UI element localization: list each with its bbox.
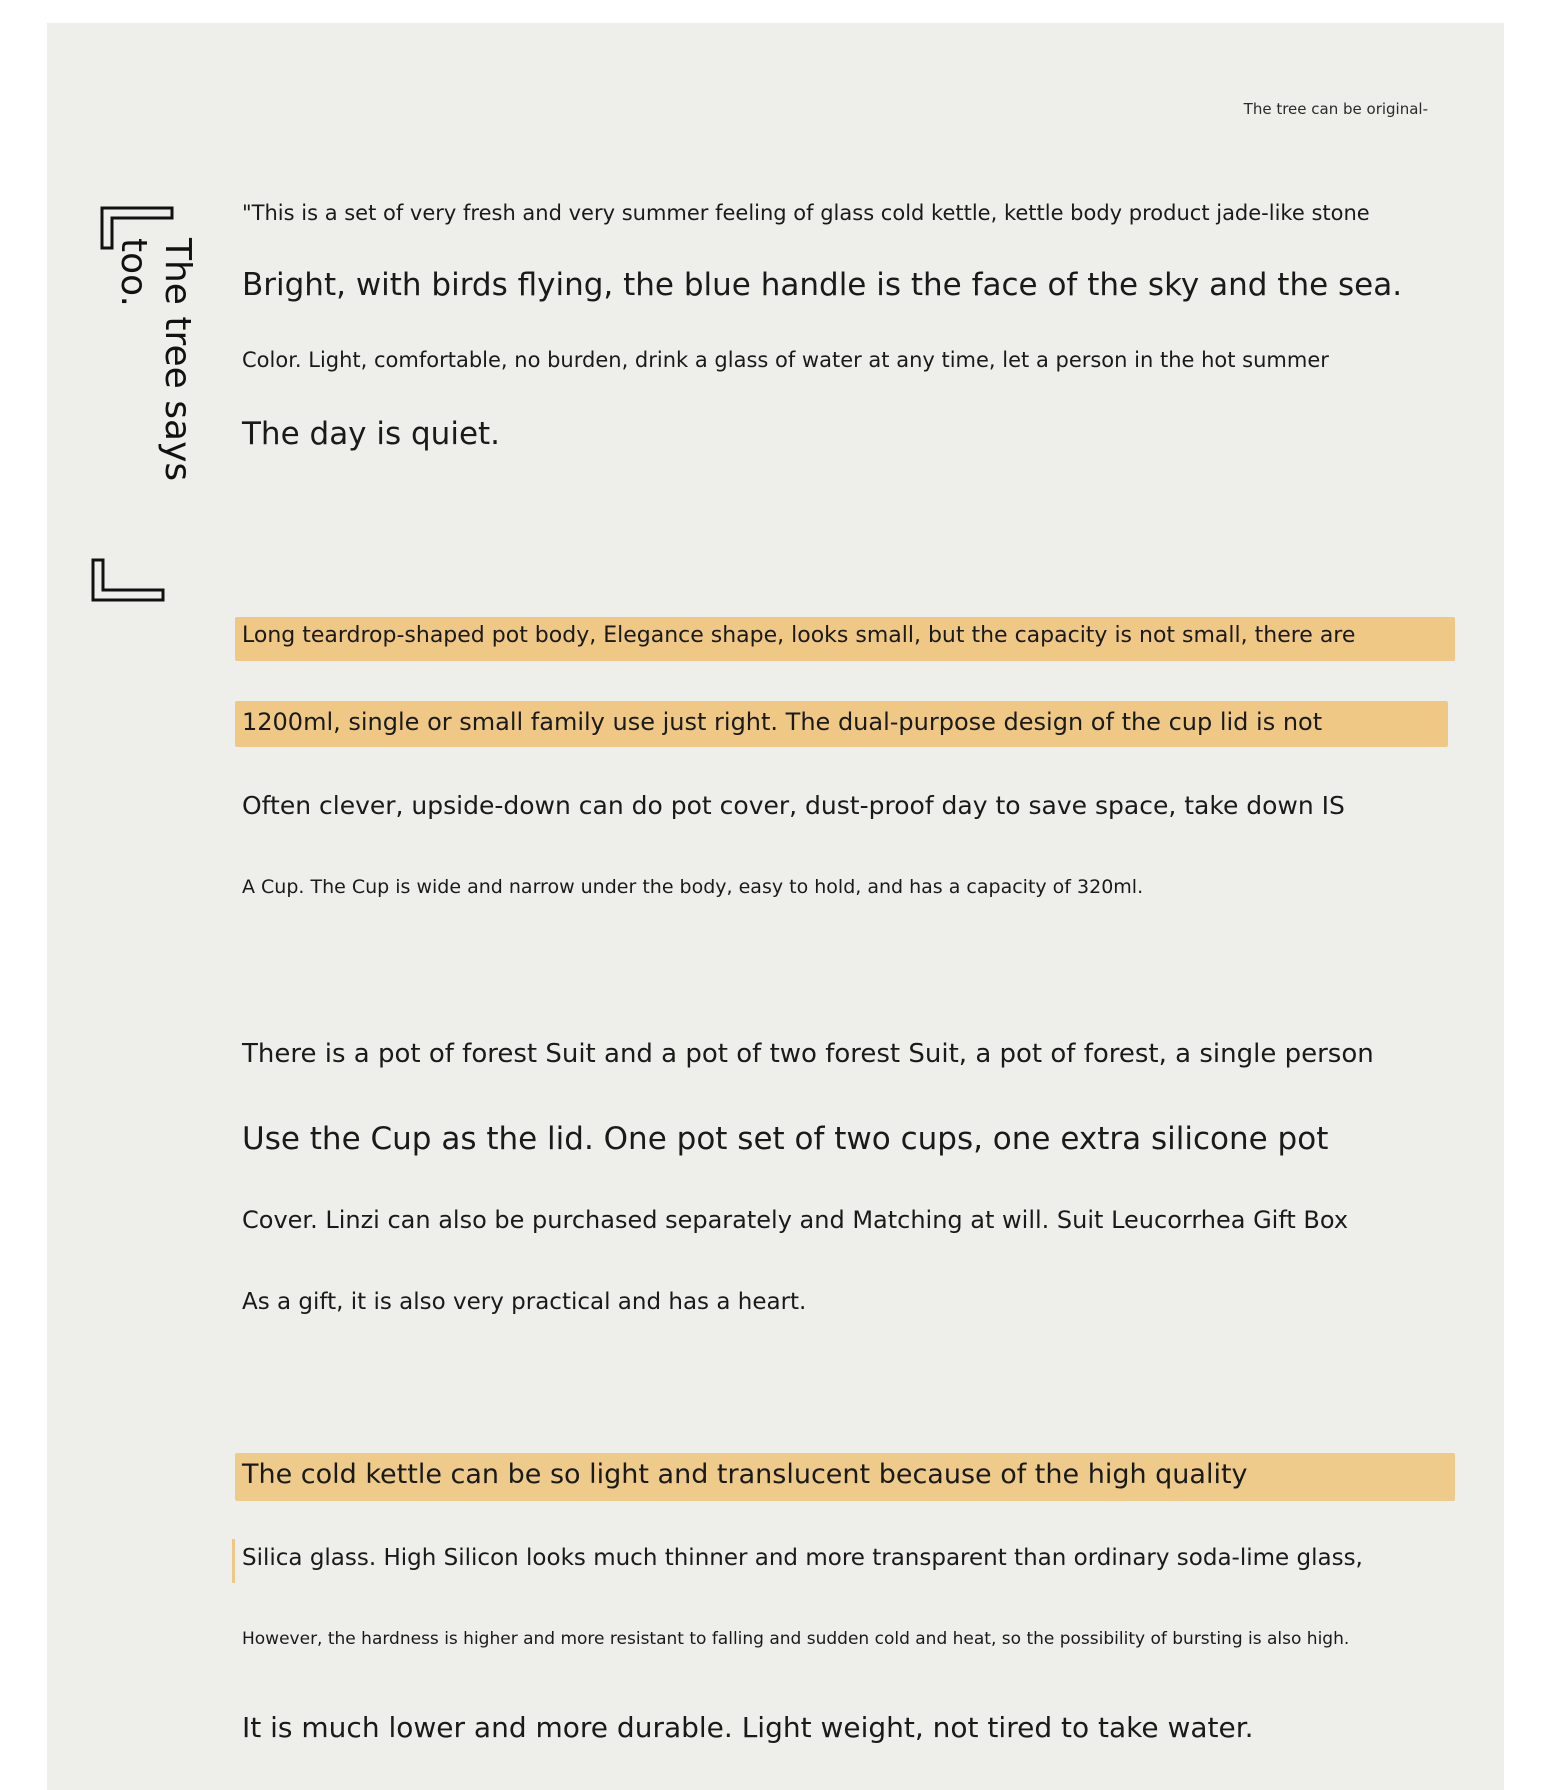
paragraph-line: Bright, with birds flying, the blue handle is the face of the sky and the sea. <box>242 267 1403 303</box>
paragraph-line: As a gift, it is also very practical and has a heart. <box>242 1289 807 1315</box>
paragraph-line: However, the hardness is higher and more resistant to falling and sudden cold and heat, so the possibility of bursting is also high. <box>242 1629 1350 1649</box>
paragraph-line: A Cup. The Cup is wide and narrow under the body, easy to hold, and has a capacity of 320ml. <box>242 876 1144 898</box>
paragraph-line: There is a pot of forest Suit and a pot of two forest Suit, a pot of forest, a single person <box>242 1039 1374 1069</box>
paragraph-line: Cover. Linzi can also be purchased separately and Matching at will. Suit Leucorrhea Gift Box <box>242 1206 1349 1234</box>
paragraph-line: The cold kettle can be so light and translucent because of the high quality <box>242 1459 1248 1490</box>
highlight-bar <box>232 1539 235 1583</box>
credit-text: The tree can be original- <box>1243 100 1428 118</box>
vertical-title: The tree says too. <box>113 238 198 482</box>
paragraph-line: Often clever, upside-down can do pot cover, dust-proof day to save space, take down IS <box>242 791 1345 820</box>
paragraph-line: 1200ml, single or small family use just right. The dual-purpose design of the cup lid is not <box>242 708 1323 736</box>
paragraph-line: Silica glass. High Silicon looks much thinner and more transparent than ordinary soda-lime glass, <box>242 1545 1363 1571</box>
paragraph-line: It is much lower and more durable. Light weight, not tired to take water. <box>242 1711 1254 1744</box>
paragraph-line: "This is a set of very fresh and very summer feeling of glass cold kettle, kettle body product jade-like stone <box>242 201 1370 225</box>
paragraph-line: Long teardrop-shaped pot body, Elegance shape, looks small, but the capacity is not small, there are <box>242 623 1356 648</box>
corner-bracket-bottom-icon <box>91 558 166 602</box>
paragraph-line: The day is quiet. <box>242 416 501 452</box>
paragraph-line: Use the Cup as the lid. One pot set of two cups, one extra silicone pot <box>242 1121 1329 1157</box>
paragraph-line: Color. Light, comfortable, no burden, drink a glass of water at any time, let a person in the hot summer <box>242 348 1329 372</box>
document-page <box>47 23 1504 1790</box>
